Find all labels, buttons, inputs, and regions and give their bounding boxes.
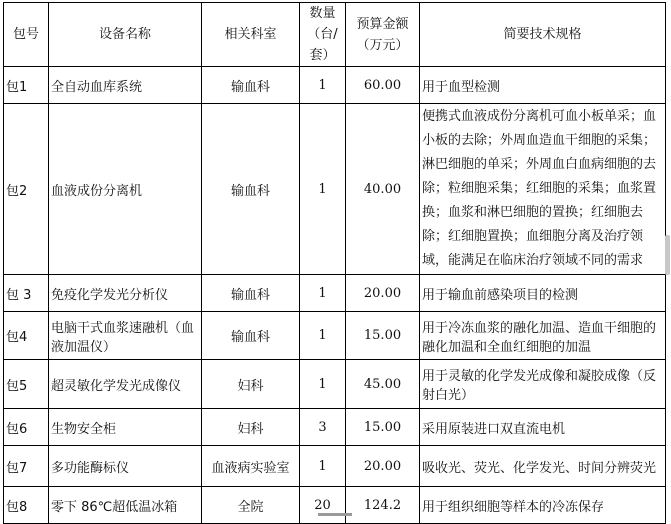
- header-qty: [300, 3, 346, 67]
- cell-spec: 便携式血液成份分离机可血小板单采；血小板的去除；外周血造血干细胞的采集；淋巴细胞的单采；外周血白血病细胞的去除；粒细胞采集；红细胞的采集；血浆置换；血浆和淋巴细胞的置换；红细胞去除；红细胞置换；血细胞分离及治疗领域，能满足在临床治疗领域不同的需求: [420, 104, 666, 275]
- cell-pkg: 包7: [4, 446, 49, 487]
- cell-pkg: 包1: [4, 67, 49, 104]
- cell-dept: 妇科: [202, 409, 300, 446]
- cell-spec: 用于灵敏的化学发光成像和凝胶成像（反射白光）: [420, 360, 666, 409]
- cell-budget: 124.2: [346, 487, 420, 524]
- cell-dept: 妇科: [202, 360, 300, 409]
- cell-name: 血液成份分离机: [49, 104, 202, 275]
- cell-pkg: 包 3: [4, 275, 49, 312]
- cell-qty: 1: [300, 312, 346, 360]
- cell-dept: 输血科: [202, 275, 300, 312]
- header-row: [4, 3, 666, 67]
- cell-qty: 1: [300, 104, 346, 275]
- table-row: [4, 360, 666, 409]
- cell-dept: 血液病实验室: [202, 446, 300, 487]
- cell-pkg: 包6: [4, 409, 49, 446]
- header-qty-line2: （台/套）: [307, 27, 338, 63]
- cell-qty: 3: [300, 409, 346, 446]
- cell-budget: 20.00: [346, 275, 420, 312]
- cell-name: 全自动血库系统: [49, 67, 202, 104]
- cell-dept: 全院: [202, 487, 300, 524]
- cell-name: 电脑干式血浆速融机（血液加温仪）: [49, 312, 202, 360]
- table-row: [4, 409, 666, 446]
- cell-name: 生物安全柜: [49, 409, 202, 446]
- table-row: [4, 487, 666, 524]
- header-dept: 相关科室: [202, 3, 300, 67]
- cell-spec: 吸收光、荧光、化学发光、时间分辨荧光: [420, 446, 666, 487]
- cell-budget: 15.00: [346, 409, 420, 446]
- cell-dept: 输血科: [202, 67, 300, 104]
- cell-qty: 20: [300, 487, 346, 524]
- vertical-scrollbar[interactable]: [665, 235, 670, 275]
- cell-pkg: 包8: [4, 487, 49, 524]
- cell-budget: 20.00: [346, 446, 420, 487]
- table-row: [4, 104, 666, 275]
- cell-budget: 60.00: [346, 67, 420, 104]
- cell-qty: 1: [300, 67, 346, 104]
- cell-qty: 1: [300, 446, 346, 487]
- cell-budget: 40.00: [346, 104, 420, 275]
- table-row: [4, 446, 666, 487]
- cell-name: 多功能酶标仪: [49, 446, 202, 487]
- table-row: [4, 312, 666, 360]
- header-budget-line1: 预算金额: [356, 16, 409, 32]
- cell-pkg: 包5: [4, 360, 49, 409]
- cell-pkg: 包4: [4, 312, 49, 360]
- cell-spec: 用于输血前感染项目的检测: [420, 275, 666, 312]
- header-name: 设备名称: [49, 3, 202, 67]
- cell-dept: 输血科: [202, 104, 300, 275]
- header-budget: [346, 3, 420, 67]
- table-row: [4, 275, 666, 312]
- cell-spec: 用于组织细胞等样本的冷冻保存: [420, 487, 666, 524]
- equipment-table: [3, 2, 666, 524]
- cell-dept: 输血科: [202, 312, 300, 360]
- cell-qty: 1: [300, 275, 346, 312]
- table-row: [4, 67, 666, 104]
- header-qty-line1: 数量: [309, 6, 336, 21]
- cell-qty: 1: [300, 360, 346, 409]
- cell-name: 超灵敏化学发光成像仪: [49, 360, 202, 409]
- header-budget-line2: （万元）: [356, 37, 409, 53]
- cell-spec: 采用原装进口双直流电机: [420, 409, 666, 446]
- cell-name: 免疫化学发光分析仪: [49, 275, 202, 312]
- cell-budget: 15.00: [346, 312, 420, 360]
- cell-spec: 用于血型检测: [420, 67, 666, 104]
- cell-spec: 用于冷冻血浆的融化加温、造血干细胞的融化加温和全血红细胞的加温: [420, 312, 666, 360]
- header-pkg: 包号: [4, 3, 49, 67]
- header-spec: 简要技术规格: [420, 3, 666, 67]
- cell-budget: 45.00: [346, 360, 420, 409]
- cell-pkg: 包2: [4, 104, 49, 275]
- cell-name: 零下 86℃超低温冰箱: [49, 487, 202, 524]
